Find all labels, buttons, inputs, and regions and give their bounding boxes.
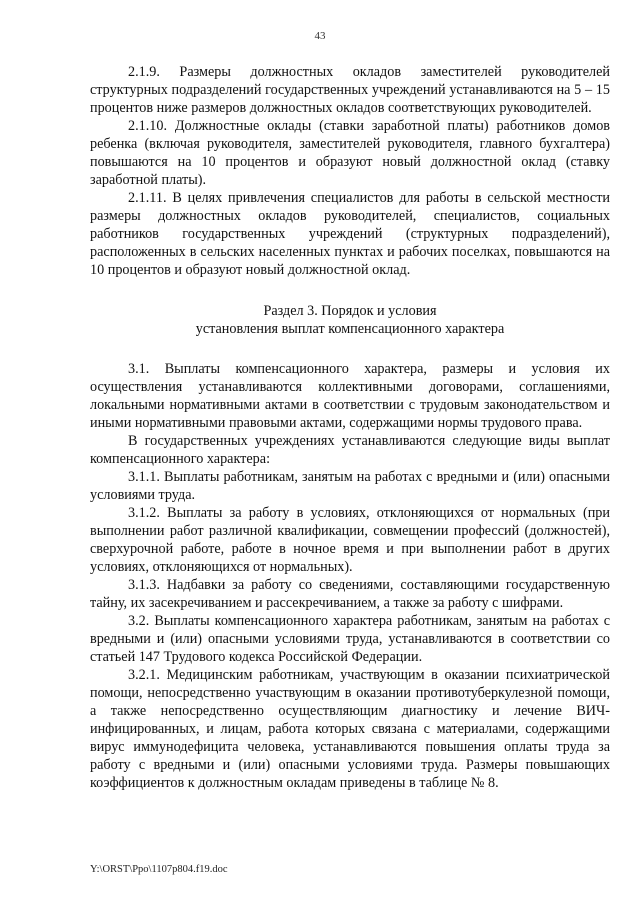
footer-file-path: Y:\ORST\Ppo\1107p804.f19.doc [90,864,228,875]
document-body [90,63,610,792]
section-3-heading [90,302,610,338]
paragraph-3-1-2: 3.1.2. Выплаты за работу в условиях, отклоняющихся от нормальных (при выполнении работ различной квалификации, совмещении профессий (должностей), сверхурочной работе, работе в ночное время и при выполнении работ в других условиях, отклоняющихся от нормальных). [90,505,610,575]
paragraph-3-2: 3.2. Выплаты компенсационного характера работникам, занятым на работах с вредными и (или) опасными условиями труда, устанавливаются в соответствии со статьей 147 Трудового кодекса Российской Федерации. [90,613,610,665]
paragraph-3-1-1: 3.1.1. Выплаты работникам, занятым на работах с вредными и (или) опасными условиями труда. [90,469,610,503]
paragraph-2-1-9: 2.1.9. Размеры должностных окладов заместителей руководителей структурных подразделений государственных учреждений устанавливаются на 5 – 15 процентов ниже размеров должностных окладов соответствующих руководителей. [90,64,610,116]
paragraph-3-1: 3.1. Выплаты компенсационного характера, размеры и условия их осуществления устанавливаются коллективными договорами, соглашениями, локальными нормативными актами в соответствии с трудовым законодательством и иными нормативными правовыми актами, содержащими нормы трудового права. [90,361,610,431]
section-heading-line-1: Раздел 3. Порядок и условия [263,303,437,319]
paragraph-3-1-3: 3.1.3. Надбавки за работу со сведениями, составляющими государственную тайну, их засекречиванием и рассекречиванием, а также за работу с шифрами. [90,577,610,611]
section-heading-line-2: установления выплат компенсационного характера [195,321,505,337]
paragraph-2-1-11: 2.1.11. В целях привлечения специалистов для работы в сельской местности размеры должностных окладов руководителей, специалистов, социальных работников государственных учреждений (структурных подразделений), расположенных в сельских населенных пунктах и рабочих поселках, повышаются на 10 процентов и образуют новый должностной оклад. [90,190,610,278]
paragraph-kinds-intro: В государственных учреждениях устанавливаются следующие виды выплат компенсационного характера: [90,433,610,467]
paragraph-3-2-1: 3.2.1. Медицинским работникам, участвующим в оказании психиатрической помощи, непосредственно участвующим в оказании противотуберкулезной помощи, а также непосредственно осуществляющим диагностику и лечение ВИЧ-инфицированных, и лицам, работа которых связана с материалами, содержащими вирус иммунодефицита человека, устанавливаются повышения оплаты труда за работу с вредными и (или) опасными условиями труда. Размеры повышающих коэффициентов к должностным окладам приведены в таблице № 8. [90,667,610,791]
paragraph-2-1-10: 2.1.10. Должностные оклады (ставки заработной платы) работников домов ребенка (включая руководителя, заместителей руководителя, главного бухгалтера) повышаются на 10 процентов и образуют новый должностной оклад (ставку заработной платы). [90,118,610,188]
page-number: 43 [314,30,326,42]
